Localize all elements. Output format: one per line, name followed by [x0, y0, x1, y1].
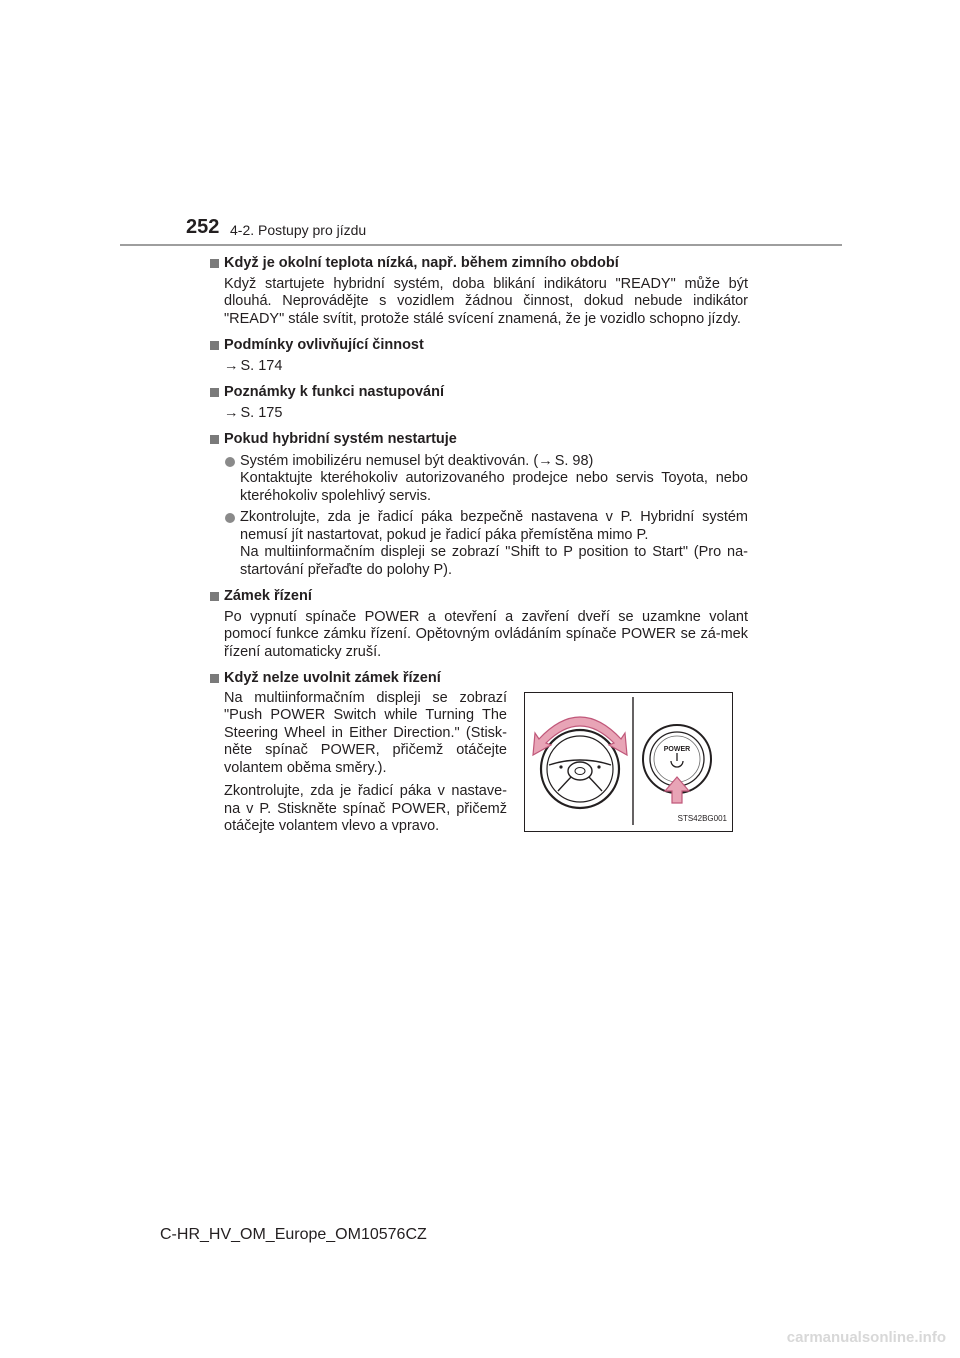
section-body: Na multiinformačním displeji se zobrazí "Push POWER Switch while Turning The Steering Wheel in Either Direction." (Stisk-něte spínač POWER, přičemž otáčejte volantem oběma směry.). Zkontrolujte, zda je řadicí páka v nastave-na v P. Stiskněte spínač POWER, přičemž otáčejte volantem vlevo a vpravo.	[224, 689, 507, 834]
section-operating-conditions	[208, 337, 748, 375]
list-item: Zkontrolujte, zda je řadicí páka bezpečně nastavena v P. Hybridní systém nemusí jít nastartovat, pokud je řadicí páka přemístěna mimo P. Na multiinformačním displeji se zobrazí "Shift to P position to Start" (Pro na-startování přeřaďte do polohy P).	[208, 509, 748, 579]
section-title: 4-2. Postupy pro jízdu	[230, 222, 367, 238]
page-number: 252	[186, 216, 220, 238]
arrow-right-icon: →	[224, 357, 239, 374]
square-bullet-icon	[210, 592, 219, 601]
arrow-right-icon: →	[538, 452, 553, 469]
section-heading: Když nelze uvolnit zámek řízení	[208, 670, 748, 688]
page-reference[interactable]: S. 98	[554, 452, 589, 469]
round-bullet-icon	[225, 513, 235, 523]
page-reference[interactable]: → S. 174	[224, 357, 283, 374]
section-heading: Zámek řízení	[208, 588, 748, 606]
section-entry-function-notes	[208, 384, 748, 422]
section-heading: Když je okolní teplota nízká, např. během zimního období	[208, 255, 748, 273]
page-content	[208, 255, 748, 847]
section-heading: Pokud hybridní systém nestartuje	[208, 431, 748, 449]
section-low-temperature	[208, 255, 748, 328]
section-steering-lock-release	[208, 670, 748, 838]
watermark: carmanualsonline.info	[786, 1329, 946, 1346]
section-heading: Podmínky ovlivňující činnost	[208, 337, 748, 355]
list-item: Systém imobilizéru nemusel být deaktivován. (→ S. 98) Kontaktujte kteréhokoliv autorizovaného prodejce nebo servis Toyota, nebo kteréhokoliv spolehlivý servis.	[208, 453, 748, 506]
section-heading: Poznámky k funkci nastupování	[208, 384, 748, 402]
square-bullet-icon	[210, 435, 219, 444]
header-divider	[120, 244, 842, 246]
section-body: Po vypnutí spínače POWER a otevření a zavření dveří se uzamkne volant pomocí funkce zámku řízení. Opětovným ovládáním spínače POWER se zá-mek řízení automaticky zruší.	[224, 608, 748, 660]
page-reference[interactable]: → S. 175	[224, 404, 283, 421]
section-body: Když startujete hybridní systém, doba blikání indikátoru "READY" může být dlouhá. Neprovádějte s vozidlem žádnou činnost, dokud nebude indikátor "READY" stále svítit, protože stálé svícení znamená, že je vozidlo schopno jízdy.	[224, 275, 748, 327]
section-steering-lock	[208, 588, 748, 661]
steering-power-illustration	[524, 692, 733, 832]
figure-id: STS42BG001	[677, 814, 727, 823]
square-bullet-icon	[210, 259, 219, 268]
round-bullet-icon	[225, 457, 235, 467]
square-bullet-icon	[210, 674, 219, 683]
square-bullet-icon	[210, 341, 219, 350]
power-button-label: POWER	[663, 745, 691, 753]
section-hybrid-not-starting	[208, 431, 748, 579]
steering-wheel-icon	[541, 730, 619, 808]
document-footer: C-HR_HV_OM_Europe_OM10576CZ	[160, 1226, 427, 1243]
square-bullet-icon	[210, 388, 219, 397]
arrow-right-icon: →	[224, 404, 239, 421]
